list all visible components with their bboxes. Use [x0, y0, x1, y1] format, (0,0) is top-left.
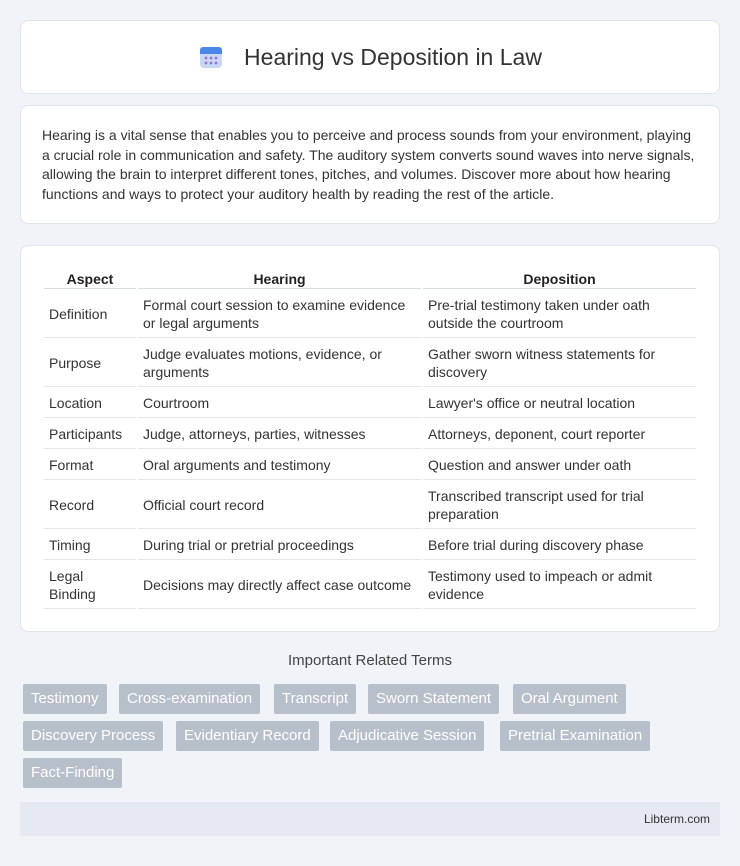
- hearing-cell: Courtroom: [138, 389, 421, 418]
- hearing-cell: Official court record: [138, 482, 421, 529]
- calendar-icon: [198, 44, 224, 70]
- column-header-deposition: Deposition: [423, 268, 696, 289]
- deposition-cell: Attorneys, deponent, court reporter: [423, 420, 696, 449]
- header-card: [20, 20, 720, 94]
- intro-text: Hearing is a vital sense that enables you to perceive and process sounds from your environment, playing a crucial role in communication and safety. The auditory system converts sound waves into nerve signals, allowing the brain to interpret different tones, pitches, and volumes. Discover more about how hearing functions and ways to protect your auditory health by reading the rest of the article.: [42, 127, 695, 202]
- deposition-cell: Question and answer under oath: [423, 451, 696, 480]
- column-header-aspect: Aspect: [44, 268, 136, 289]
- deposition-cell: Gather sworn witness statements for discovery: [423, 340, 696, 387]
- hearing-cell: During trial or pretrial proceedings: [138, 531, 421, 560]
- table-row: [44, 340, 696, 387]
- hearing-cell: Judge, attorneys, parties, witnesses: [138, 420, 421, 449]
- hearing-cell: Formal court session to examine evidence or legal arguments: [138, 291, 421, 338]
- aspect-cell: Record: [44, 482, 136, 529]
- hearing-cell: Oral arguments and testimony: [138, 451, 421, 480]
- related-term-tag[interactable]: Evidentiary Record: [176, 721, 319, 751]
- aspect-cell: Format: [44, 451, 136, 480]
- aspect-cell: Location: [44, 389, 136, 418]
- aspect-cell: Definition: [44, 291, 136, 338]
- comparison-table: [42, 266, 698, 611]
- intro-card: [20, 105, 720, 224]
- hearing-cell: Judge evaluates motions, evidence, or arguments: [138, 340, 421, 387]
- table-row: [44, 531, 696, 560]
- aspect-cell: Participants: [44, 420, 136, 449]
- hearing-cell: Decisions may directly affect case outcome: [138, 562, 421, 609]
- aspect-cell: Purpose: [44, 340, 136, 387]
- deposition-cell: Before trial during discovery phase: [423, 531, 696, 560]
- comparison-table-card: [20, 245, 720, 632]
- footer: [20, 802, 720, 836]
- aspect-cell: Timing: [44, 531, 136, 560]
- related-term-tag[interactable]: Sworn Statement: [368, 684, 499, 714]
- table-row: [44, 291, 696, 338]
- deposition-cell: Pre-trial testimony taken under oath outside the courtroom: [423, 291, 696, 338]
- related-term-tag[interactable]: Testimony: [23, 684, 107, 714]
- table-row: [44, 451, 696, 480]
- related-term-tag[interactable]: Pretrial Examination: [500, 721, 650, 751]
- related-term-tag[interactable]: Fact-Finding: [23, 758, 122, 788]
- table-row: [44, 420, 696, 449]
- table-row: [44, 562, 696, 609]
- related-term-tag[interactable]: Adjudicative Session: [330, 721, 484, 751]
- table-row: [44, 482, 696, 529]
- footer-site-link[interactable]: Libterm.com: [643, 812, 710, 826]
- deposition-cell: Testimony used to impeach or admit evidence: [423, 562, 696, 609]
- page-title: Hearing vs Deposition in Law: [244, 43, 542, 70]
- deposition-cell: Transcribed transcript used for trial preparation: [423, 482, 696, 529]
- related-term-tag[interactable]: Transcript: [274, 684, 356, 714]
- deposition-cell: Lawyer's office or neutral location: [423, 389, 696, 418]
- table-row: [44, 389, 696, 418]
- table-header-row: [44, 268, 696, 289]
- related-terms-title: Important Related Terms: [288, 652, 452, 669]
- related-term-tag[interactable]: Discovery Process: [23, 721, 163, 751]
- aspect-cell: Legal Binding: [44, 562, 136, 609]
- related-term-tag[interactable]: Oral Argument: [513, 684, 626, 714]
- column-header-hearing: Hearing: [138, 268, 421, 289]
- related-term-tag[interactable]: Cross-examination: [119, 684, 260, 714]
